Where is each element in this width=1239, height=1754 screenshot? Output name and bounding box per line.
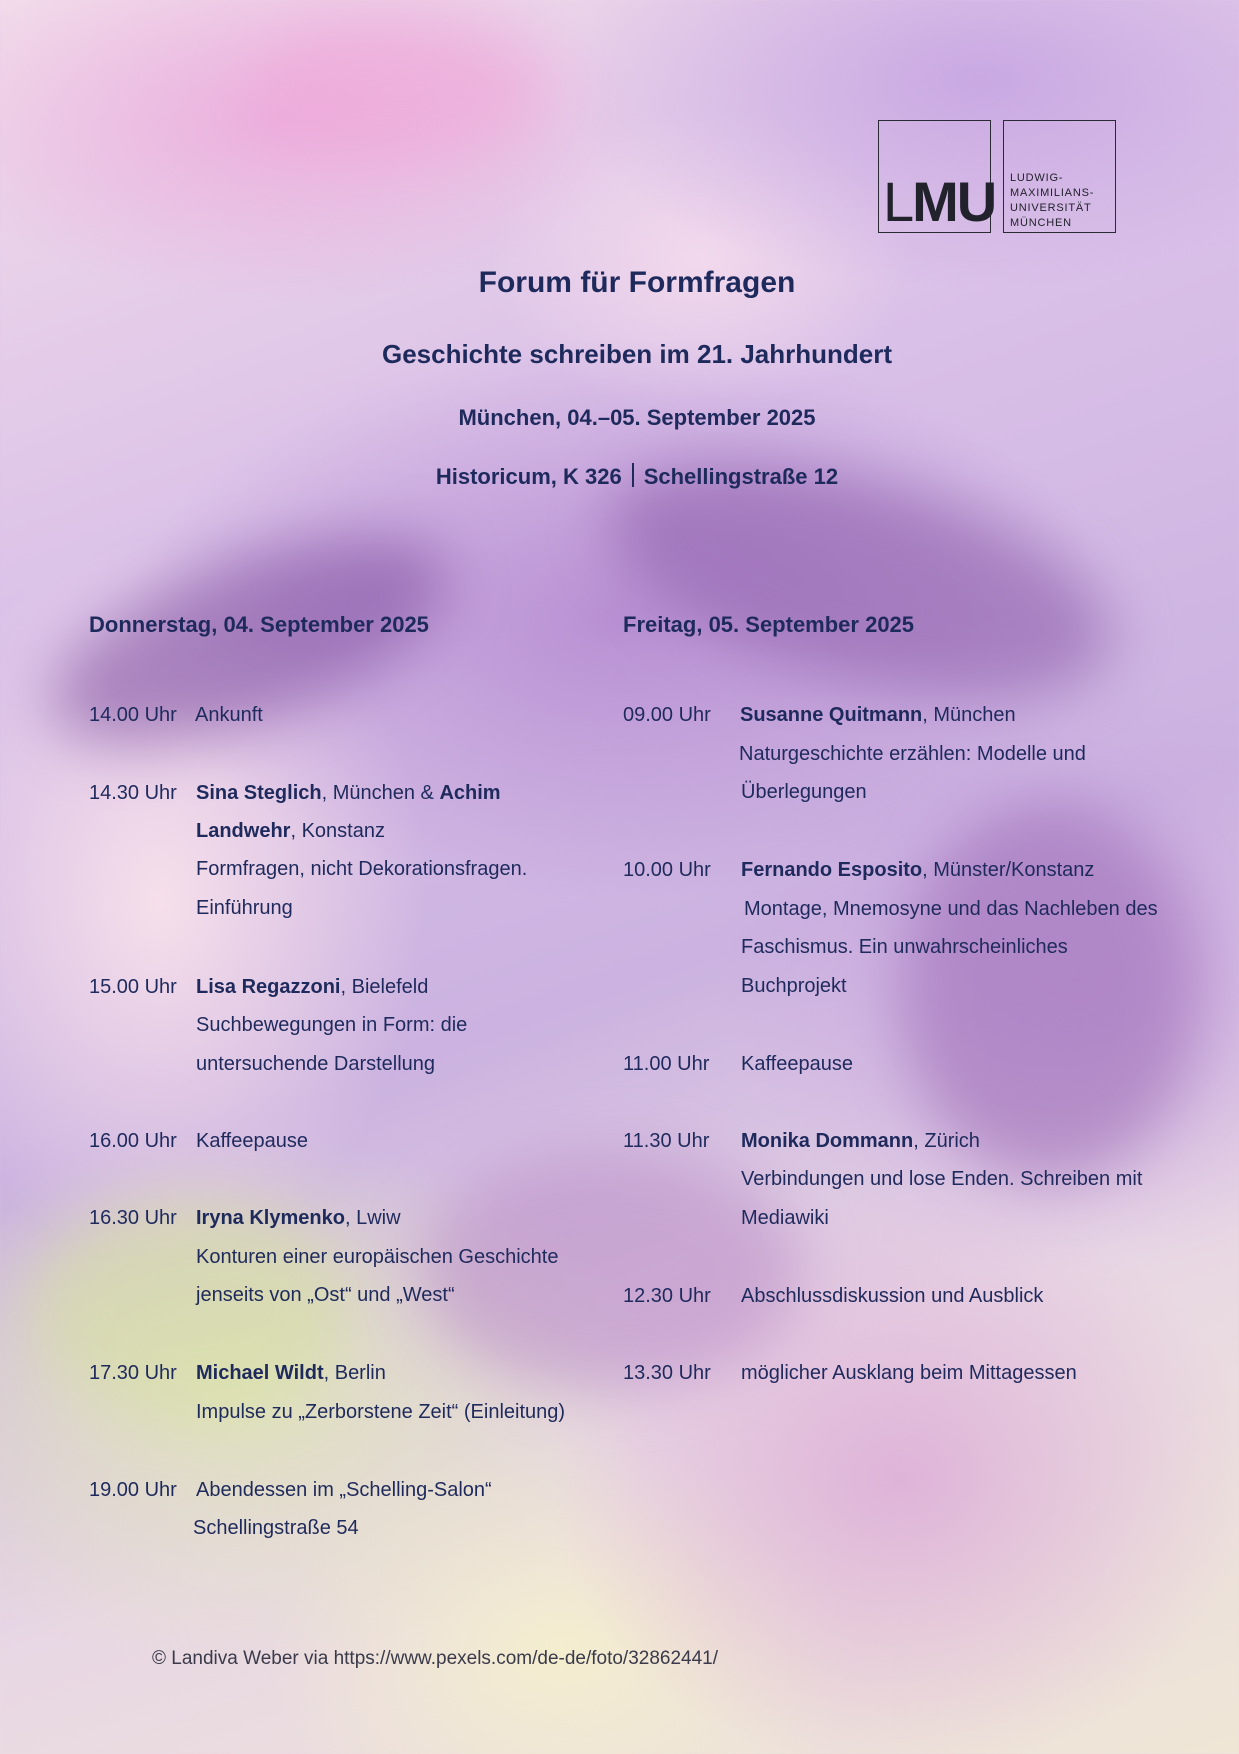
entry-time: 16.00 Uhr xyxy=(89,1130,177,1152)
event-subtitle: Geschichte schreiben im 21. Jahrhundert xyxy=(381,339,893,369)
entry-time: 11.00 Uhr xyxy=(623,1053,710,1075)
entry-time: 14.00 Uhr xyxy=(89,704,177,726)
venue-divider xyxy=(632,463,634,487)
lmu-logo-mark: LMU xyxy=(878,120,991,233)
entry-time: 19.00 Uhr xyxy=(89,1479,177,1501)
lmu-logo xyxy=(878,120,1116,233)
entry-time: 16.30 Uhr xyxy=(89,1207,177,1229)
entry-time: 12.30 Uhr xyxy=(623,1285,711,1307)
entry-time: 11.30 Uhr xyxy=(623,1130,710,1152)
entry-time: 09.00 Uhr xyxy=(623,704,711,726)
day1-heading: Donnerstag, 04. September 2025 xyxy=(89,612,429,637)
event-title: Forum für Formfragen xyxy=(478,266,796,299)
entry-time: 17.30 Uhr xyxy=(89,1362,177,1384)
entry-time: 15.00 Uhr xyxy=(89,976,177,998)
photo-credit: © Landiva Weber via https://www.pexels.com/de-de/foto/32862441/ xyxy=(152,1648,719,1669)
event-date-place: München, 04.–05. September 2025 xyxy=(458,405,816,430)
lmu-logo-wordmark: LUDWIG- MAXIMILIANS- UNIVERSITÄT MÜNCHEN xyxy=(1003,120,1116,233)
day2-heading: Freitag, 05. September 2025 xyxy=(623,612,915,637)
entry-time: 14.30 Uhr xyxy=(89,782,177,804)
entry-time: 10.00 Uhr xyxy=(623,859,711,881)
event-venue: Historicum, K 326 Schellingstraße 12 xyxy=(435,464,839,489)
entry-time: 13.30 Uhr xyxy=(623,1362,711,1384)
